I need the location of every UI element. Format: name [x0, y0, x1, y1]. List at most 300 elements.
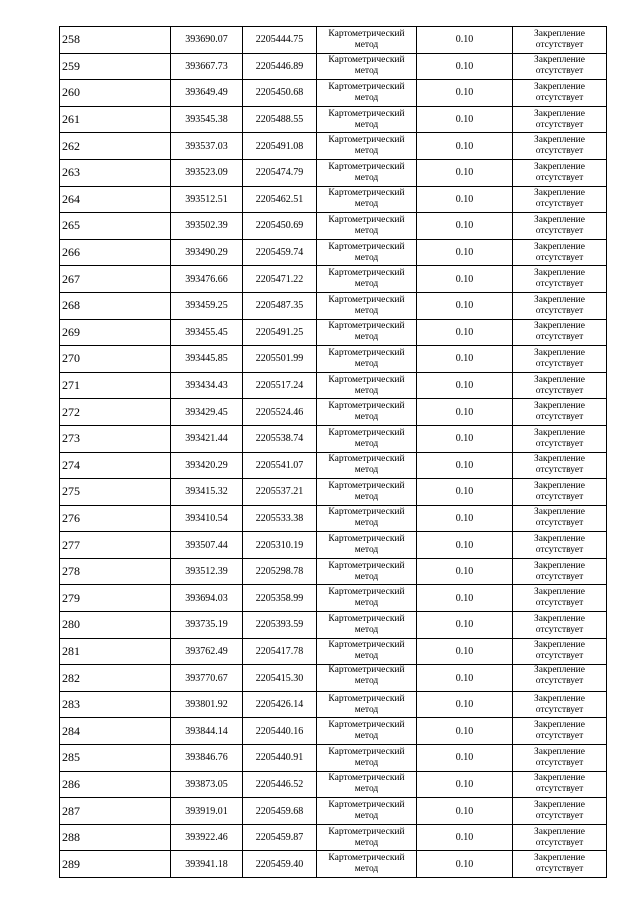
y-coordinate-cell-text: 2205501.99	[255, 353, 304, 365]
method-cell-text: Картометрический метод	[328, 188, 405, 210]
method-cell	[317, 53, 417, 80]
y-coordinate-cell-text: 2205298.78	[255, 566, 304, 578]
point-number-cell-text: 275	[62, 484, 80, 499]
x-coordinate-cell	[171, 745, 243, 772]
table-row	[60, 159, 607, 186]
table-row	[60, 505, 607, 532]
fixing-description-cell-text: Закрепление отсутствует	[534, 161, 585, 183]
fixing-description-cell	[513, 27, 607, 54]
fixing-description-cell-text: Закрепление отсутствует	[534, 534, 585, 556]
y-coordinate-cell	[243, 718, 317, 745]
accuracy-cell-text: 0.10	[455, 725, 474, 737]
fixing-description-cell	[513, 638, 607, 665]
point-number-cell	[60, 718, 171, 745]
point-number-cell	[60, 292, 171, 319]
x-coordinate-cell	[171, 718, 243, 745]
accuracy-cell-text: 0.10	[455, 778, 474, 790]
x-coordinate-cell-text: 393735.19	[185, 619, 228, 631]
accuracy-cell-text: 0.10	[455, 858, 474, 870]
accuracy-cell	[417, 532, 513, 559]
accuracy-cell	[417, 239, 513, 266]
table-row	[60, 425, 607, 452]
fixing-description-cell-text: Закрепление отсутствует	[534, 480, 585, 502]
x-coordinate-cell-text: 393762.49	[185, 645, 228, 657]
point-number-cell	[60, 532, 171, 559]
point-number-cell	[60, 346, 171, 373]
table-row	[60, 399, 607, 426]
y-coordinate-cell-text: 2205541.07	[255, 459, 304, 471]
point-number-cell	[60, 106, 171, 133]
point-number-cell-text: 278	[62, 564, 80, 579]
table-row	[60, 106, 607, 133]
point-number-cell	[60, 133, 171, 160]
fixing-description-cell-text: Закрепление отсутствует	[534, 401, 585, 423]
y-coordinate-cell	[243, 159, 317, 186]
y-coordinate-cell-text: 2205450.69	[255, 220, 304, 232]
x-coordinate-cell	[171, 80, 243, 107]
accuracy-cell	[417, 558, 513, 585]
table-row	[60, 798, 607, 825]
accuracy-cell-text: 0.10	[455, 699, 474, 711]
method-cell-text: Картометрический метод	[328, 241, 405, 263]
y-coordinate-cell-text: 2205310.19	[255, 539, 304, 551]
table-row	[60, 27, 607, 54]
x-coordinate-cell	[171, 133, 243, 160]
method-cell-text: Картометрический метод	[328, 81, 405, 103]
x-coordinate-cell	[171, 425, 243, 452]
point-number-cell	[60, 452, 171, 479]
y-coordinate-cell-text: 2205446.89	[255, 60, 304, 72]
table-row	[60, 372, 607, 399]
table-row	[60, 771, 607, 798]
fixing-description-cell-text: Закрепление отсутствует	[534, 427, 585, 449]
point-number-cell-text: 272	[62, 404, 80, 419]
x-coordinate-cell-text: 393421.44	[185, 433, 228, 445]
x-coordinate-cell	[171, 638, 243, 665]
accuracy-cell	[417, 292, 513, 319]
fixing-description-cell-text: Закрепление отсутствует	[534, 507, 585, 529]
table-row	[60, 532, 607, 559]
y-coordinate-cell	[243, 213, 317, 240]
y-coordinate-cell-text: 2205488.55	[255, 114, 304, 126]
point-number-cell-text: 265	[62, 218, 80, 233]
y-coordinate-cell	[243, 691, 317, 718]
method-cell	[317, 186, 417, 213]
accuracy-cell-text: 0.10	[455, 592, 474, 604]
accuracy-cell	[417, 452, 513, 479]
x-coordinate-cell-text: 393512.51	[185, 193, 228, 205]
method-cell	[317, 612, 417, 639]
fixing-description-cell	[513, 319, 607, 346]
x-coordinate-cell-text: 393455.45	[185, 326, 228, 338]
x-coordinate-cell-text: 393476.66	[185, 273, 228, 285]
y-coordinate-cell	[243, 372, 317, 399]
x-coordinate-cell	[171, 771, 243, 798]
accuracy-cell	[417, 718, 513, 745]
y-coordinate-cell	[243, 346, 317, 373]
y-coordinate-cell-text: 2205444.75	[255, 34, 304, 46]
accuracy-cell-text: 0.10	[455, 300, 474, 312]
y-coordinate-cell-text: 2205446.52	[255, 778, 304, 790]
x-coordinate-cell-text: 393846.76	[185, 752, 228, 764]
point-number-cell-text: 286	[62, 776, 80, 791]
point-number-cell	[60, 80, 171, 107]
accuracy-cell	[417, 266, 513, 293]
y-coordinate-cell	[243, 745, 317, 772]
y-coordinate-cell-text: 2205440.91	[255, 752, 304, 764]
accuracy-cell-text: 0.10	[455, 167, 474, 179]
x-coordinate-cell-text: 393922.46	[185, 832, 228, 844]
accuracy-cell-text: 0.10	[455, 326, 474, 338]
y-coordinate-cell	[243, 612, 317, 639]
x-coordinate-cell	[171, 851, 243, 878]
fixing-description-cell-text: Закрепление отсутствует	[534, 188, 585, 210]
table-row	[60, 691, 607, 718]
x-coordinate-cell-text: 393844.14	[185, 725, 228, 737]
y-coordinate-cell	[243, 638, 317, 665]
y-coordinate-cell	[243, 771, 317, 798]
method-cell	[317, 399, 417, 426]
method-cell-text: Картометрический метод	[328, 746, 405, 768]
method-cell	[317, 452, 417, 479]
accuracy-cell	[417, 27, 513, 54]
method-cell	[317, 133, 417, 160]
table-row	[60, 558, 607, 585]
accuracy-cell-text: 0.10	[455, 273, 474, 285]
method-cell	[317, 585, 417, 612]
point-number-cell-text: 271	[62, 378, 80, 393]
method-cell-text: Картометрический метод	[328, 534, 405, 556]
y-coordinate-cell	[243, 798, 317, 825]
point-number-cell-text: 274	[62, 457, 80, 472]
method-cell	[317, 771, 417, 798]
accuracy-cell-text: 0.10	[455, 832, 474, 844]
fixing-description-cell	[513, 505, 607, 532]
method-cell-text: Картометрический метод	[328, 321, 405, 343]
coordinates-table	[59, 26, 607, 878]
y-coordinate-cell	[243, 399, 317, 426]
accuracy-cell	[417, 106, 513, 133]
point-number-cell	[60, 399, 171, 426]
fixing-description-cell-text: Закрепление отсутствует	[534, 560, 585, 582]
point-number-cell	[60, 851, 171, 878]
fixing-description-cell-text: Закрепление отсутствует	[534, 347, 585, 369]
accuracy-cell	[417, 585, 513, 612]
fixing-description-cell-text: Закрепление отсутствует	[534, 665, 585, 687]
method-cell	[317, 798, 417, 825]
accuracy-cell-text: 0.10	[455, 193, 474, 205]
x-coordinate-cell	[171, 159, 243, 186]
table-row	[60, 824, 607, 851]
y-coordinate-cell-text: 2205491.08	[255, 140, 304, 152]
fixing-description-cell	[513, 851, 607, 878]
fixing-description-cell-text: Закрепление отсутствует	[534, 800, 585, 822]
y-coordinate-cell-text: 2205426.14	[255, 699, 304, 711]
method-cell	[317, 745, 417, 772]
method-cell	[317, 638, 417, 665]
fixing-description-cell	[513, 612, 607, 639]
method-cell	[317, 479, 417, 506]
method-cell-text: Картометрический метод	[328, 665, 405, 687]
accuracy-cell-text: 0.10	[455, 353, 474, 365]
fixing-description-cell	[513, 718, 607, 745]
point-number-cell	[60, 771, 171, 798]
accuracy-cell-text: 0.10	[455, 619, 474, 631]
x-coordinate-cell-text: 393694.03	[185, 592, 228, 604]
accuracy-cell-text: 0.10	[455, 34, 474, 46]
method-cell-text: Картометрический метод	[328, 294, 405, 316]
y-coordinate-cell-text: 2205393.59	[255, 619, 304, 631]
fixing-description-cell	[513, 266, 607, 293]
table-row	[60, 213, 607, 240]
method-cell	[317, 27, 417, 54]
point-number-cell	[60, 319, 171, 346]
point-number-cell	[60, 186, 171, 213]
x-coordinate-cell	[171, 399, 243, 426]
fixing-description-cell-text: Закрепление отсутствует	[534, 108, 585, 130]
y-coordinate-cell-text: 2205459.68	[255, 805, 304, 817]
x-coordinate-cell-text: 393537.03	[185, 140, 228, 152]
method-cell-text: Картометрический метод	[328, 853, 405, 875]
y-coordinate-cell-text: 2205533.38	[255, 512, 304, 524]
x-coordinate-cell	[171, 372, 243, 399]
method-cell-text: Картометрический метод	[328, 560, 405, 582]
point-number-cell-text: 260	[62, 85, 80, 100]
point-number-cell	[60, 691, 171, 718]
table-body	[60, 27, 607, 878]
y-coordinate-cell-text: 2205440.16	[255, 725, 304, 737]
accuracy-cell-text: 0.10	[455, 220, 474, 232]
method-cell	[317, 851, 417, 878]
accuracy-cell	[417, 824, 513, 851]
accuracy-cell-text: 0.10	[455, 60, 474, 72]
table-row	[60, 292, 607, 319]
fixing-description-cell	[513, 372, 607, 399]
method-cell-text: Картометрический метод	[328, 427, 405, 449]
accuracy-cell	[417, 798, 513, 825]
y-coordinate-cell-text: 2205459.74	[255, 247, 304, 259]
point-number-cell	[60, 638, 171, 665]
method-cell	[317, 346, 417, 373]
y-coordinate-cell-text: 2205471.22	[255, 273, 304, 285]
point-number-cell	[60, 558, 171, 585]
point-number-cell-text: 283	[62, 697, 80, 712]
x-coordinate-cell-text: 393434.43	[185, 380, 228, 392]
fixing-description-cell	[513, 133, 607, 160]
x-coordinate-cell-text: 393490.29	[185, 247, 228, 259]
point-number-cell-text: 264	[62, 191, 80, 206]
point-number-cell-text: 266	[62, 245, 80, 260]
method-cell	[317, 691, 417, 718]
point-number-cell-text: 270	[62, 351, 80, 366]
x-coordinate-cell-text: 393445.85	[185, 353, 228, 365]
point-number-cell-text: 281	[62, 643, 80, 658]
accuracy-cell	[417, 771, 513, 798]
y-coordinate-cell	[243, 851, 317, 878]
table-row	[60, 851, 607, 878]
method-cell	[317, 213, 417, 240]
point-number-cell-text: 269	[62, 324, 80, 339]
point-number-cell	[60, 239, 171, 266]
method-cell-text: Картометрический метод	[328, 347, 405, 369]
fixing-description-cell-text: Закрепление отсутствует	[534, 135, 585, 157]
x-coordinate-cell-text: 393512.39	[185, 566, 228, 578]
fixing-description-cell-text: Закрепление отсутствует	[534, 640, 585, 662]
fixing-description-cell	[513, 346, 607, 373]
fixing-description-cell	[513, 745, 607, 772]
x-coordinate-cell	[171, 319, 243, 346]
table-row	[60, 80, 607, 107]
method-cell-text: Картометрический метод	[328, 773, 405, 795]
point-number-cell-text: 284	[62, 723, 80, 738]
accuracy-cell-text: 0.10	[455, 566, 474, 578]
method-cell	[317, 319, 417, 346]
method-cell-text: Картометрический метод	[328, 507, 405, 529]
x-coordinate-cell	[171, 532, 243, 559]
fixing-description-cell	[513, 691, 607, 718]
method-cell-text: Картометрический метод	[328, 135, 405, 157]
y-coordinate-cell	[243, 665, 317, 692]
fixing-description-cell	[513, 159, 607, 186]
method-cell-text: Картометрический метод	[328, 55, 405, 77]
accuracy-cell-text: 0.10	[455, 539, 474, 551]
table-row	[60, 718, 607, 745]
method-cell	[317, 532, 417, 559]
fixing-description-cell-text: Закрепление отсутствует	[534, 294, 585, 316]
accuracy-cell-text: 0.10	[455, 752, 474, 764]
method-cell	[317, 106, 417, 133]
x-coordinate-cell	[171, 665, 243, 692]
table-row	[60, 585, 607, 612]
accuracy-cell	[417, 745, 513, 772]
y-coordinate-cell	[243, 532, 317, 559]
fixing-description-cell-text: Закрепление отсутствует	[534, 454, 585, 476]
x-coordinate-cell	[171, 585, 243, 612]
table-row	[60, 319, 607, 346]
y-coordinate-cell	[243, 558, 317, 585]
method-cell	[317, 159, 417, 186]
x-coordinate-cell	[171, 346, 243, 373]
x-coordinate-cell-text: 393770.67	[185, 672, 228, 684]
fixing-description-cell	[513, 399, 607, 426]
y-coordinate-cell-text: 2205417.78	[255, 645, 304, 657]
x-coordinate-cell-text: 393667.73	[185, 60, 228, 72]
y-coordinate-cell	[243, 186, 317, 213]
method-cell-text: Картометрический метод	[328, 28, 405, 50]
x-coordinate-cell	[171, 106, 243, 133]
method-cell-text: Картометрический метод	[328, 693, 405, 715]
point-number-cell-text: 289	[62, 856, 80, 871]
point-number-cell-text: 282	[62, 670, 80, 685]
fixing-description-cell	[513, 53, 607, 80]
method-cell	[317, 266, 417, 293]
point-number-cell-text: 285	[62, 750, 80, 765]
point-number-cell	[60, 745, 171, 772]
y-coordinate-cell-text: 2205524.46	[255, 406, 304, 418]
point-number-cell	[60, 585, 171, 612]
fixing-description-cell-text: Закрепление отсутствует	[534, 214, 585, 236]
fixing-description-cell-text: Закрепление отсутствует	[534, 693, 585, 715]
point-number-cell-text: 280	[62, 617, 80, 632]
y-coordinate-cell-text: 2205358.99	[255, 592, 304, 604]
point-number-cell	[60, 53, 171, 80]
table-row	[60, 452, 607, 479]
method-cell-text: Картометрический метод	[328, 268, 405, 290]
accuracy-cell-text: 0.10	[455, 805, 474, 817]
y-coordinate-cell	[243, 239, 317, 266]
accuracy-cell-text: 0.10	[455, 512, 474, 524]
fixing-description-cell-text: Закрепление отсутствует	[534, 853, 585, 875]
x-coordinate-cell	[171, 292, 243, 319]
fixing-description-cell	[513, 558, 607, 585]
method-cell-text: Картометрический метод	[328, 720, 405, 742]
y-coordinate-cell-text: 2205415.30	[255, 672, 304, 684]
point-number-cell	[60, 798, 171, 825]
x-coordinate-cell-text: 393649.49	[185, 87, 228, 99]
point-number-cell	[60, 824, 171, 851]
x-coordinate-cell-text: 393690.07	[185, 34, 228, 46]
table-row	[60, 266, 607, 293]
x-coordinate-cell	[171, 266, 243, 293]
x-coordinate-cell-text: 393415.32	[185, 486, 228, 498]
method-cell-text: Картометрический метод	[328, 826, 405, 848]
fixing-description-cell	[513, 452, 607, 479]
y-coordinate-cell	[243, 27, 317, 54]
method-cell-text: Картометрический метод	[328, 108, 405, 130]
method-cell	[317, 239, 417, 266]
y-coordinate-cell	[243, 80, 317, 107]
accuracy-cell	[417, 851, 513, 878]
x-coordinate-cell	[171, 824, 243, 851]
table-row	[60, 745, 607, 772]
accuracy-cell-text: 0.10	[455, 406, 474, 418]
method-cell	[317, 505, 417, 532]
accuracy-cell	[417, 346, 513, 373]
point-number-cell-text: 288	[62, 830, 80, 845]
x-coordinate-cell-text: 393873.05	[185, 778, 228, 790]
method-cell-text: Картометрический метод	[328, 480, 405, 502]
x-coordinate-cell-text: 393941.18	[185, 858, 228, 870]
method-cell-text: Картометрический метод	[328, 640, 405, 662]
x-coordinate-cell-text: 393801.92	[185, 699, 228, 711]
accuracy-cell	[417, 425, 513, 452]
point-number-cell-text: 279	[62, 590, 80, 605]
method-cell-text: Картометрический метод	[328, 613, 405, 635]
fixing-description-cell	[513, 665, 607, 692]
fixing-description-cell-text: Закрепление отсутствует	[534, 613, 585, 635]
accuracy-cell	[417, 665, 513, 692]
method-cell-text: Картометрический метод	[328, 161, 405, 183]
point-number-cell	[60, 425, 171, 452]
table-row	[60, 53, 607, 80]
y-coordinate-cell	[243, 505, 317, 532]
x-coordinate-cell-text: 393545.38	[185, 114, 228, 126]
point-number-cell-text: 263	[62, 165, 80, 180]
x-coordinate-cell-text: 393420.29	[185, 459, 228, 471]
accuracy-cell	[417, 80, 513, 107]
x-coordinate-cell	[171, 691, 243, 718]
accuracy-cell-text: 0.10	[455, 645, 474, 657]
fixing-description-cell	[513, 292, 607, 319]
y-coordinate-cell-text: 2205450.68	[255, 87, 304, 99]
y-coordinate-cell-text: 2205491.25	[255, 326, 304, 338]
fixing-description-cell-text: Закрепление отсутствует	[534, 28, 585, 50]
y-coordinate-cell	[243, 824, 317, 851]
table-row	[60, 239, 607, 266]
accuracy-cell	[417, 612, 513, 639]
table-row	[60, 612, 607, 639]
y-coordinate-cell	[243, 53, 317, 80]
